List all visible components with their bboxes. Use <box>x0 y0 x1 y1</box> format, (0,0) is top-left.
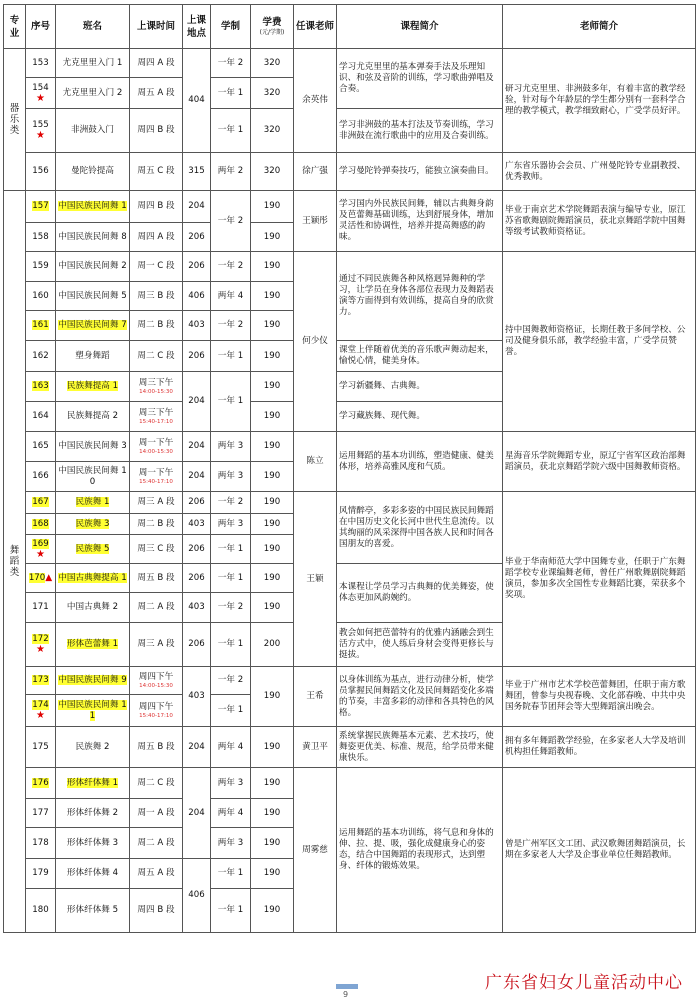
teacher-bio: 研习尤克里里、非洲鼓多年，有着丰富的教学经验，针对每个年龄层的学生都分别有一套科学合理的教学模式，教学细致耐心，广受学员好评。 <box>503 49 696 153</box>
class-term: 一年 2 <box>211 311 251 341</box>
teacher-bio: 曾是广州军区文工团、武汉歌舞团舞蹈演员，长期在多家老人大学及企事业单位任舞蹈教师。 <box>503 768 696 933</box>
class-place: 406 <box>183 859 211 933</box>
class-fee: 190 <box>251 535 294 564</box>
col-place: 上课地点 <box>183 5 211 49</box>
seq-cell <box>26 372 56 402</box>
class-term: 两年 3 <box>211 768 251 799</box>
class-term: 一年 1 <box>211 623 251 667</box>
time-range: 14:00-15:30 <box>139 388 173 395</box>
class-name-text: 民族舞 1 <box>75 497 110 507</box>
class-time: 周四 B 段 <box>130 191 183 223</box>
seq-cell <box>26 311 56 341</box>
table-row <box>4 153 696 191</box>
seq-cell <box>26 623 56 667</box>
star-mark: ★ <box>36 644 45 655</box>
class-place: 206 <box>183 564 211 593</box>
time-range: 15:40-17:10 <box>139 478 173 485</box>
time-label: 周三下午 <box>138 377 174 388</box>
header-row <box>4 5 696 49</box>
class-name-text: 中国古典舞提高 1 <box>58 572 127 583</box>
class-fee: 190 <box>251 889 294 933</box>
class-time <box>130 432 183 462</box>
class-time: 周二 C 段 <box>130 768 183 799</box>
teacher-name: 余英伟 <box>294 49 337 153</box>
seq-cell: 162 <box>26 341 56 372</box>
seq-cell <box>26 695 56 727</box>
class-name: 形体纤体舞 4 <box>56 859 130 889</box>
class-time <box>130 402 183 432</box>
class-fee: 190 <box>251 564 294 593</box>
seq-number: 176 <box>32 777 49 788</box>
class-time: 周四 A 段 <box>130 223 183 252</box>
teacher-bio: 持中国舞教师资格证，长期任教于多间学校、公司及健身俱乐部，教学经验丰富，广受学员赞誉。 <box>503 252 696 432</box>
class-name: 中国民族民间舞 10 <box>56 462 130 492</box>
table-row <box>4 727 696 768</box>
table-row <box>4 252 696 282</box>
time-label: 周四下午 <box>138 701 174 712</box>
class-name <box>56 623 130 667</box>
class-fee: 190 <box>251 799 294 828</box>
class-fee: 200 <box>251 623 294 667</box>
class-fee: 190 <box>251 252 294 282</box>
class-time: 周五 A 段 <box>130 78 183 109</box>
class-name <box>56 311 130 341</box>
course-intro: 运用舞蹈的基本功训练，将气息和身体的伸、拉、提、吸，强化成健康身心的姿态，结合中国舞蹈的表现形式，达到塑身、纤体的锻炼效果。 <box>337 768 503 933</box>
seq-number: 155 <box>32 120 49 130</box>
teacher-bio: 星海音乐学院舞蹈专业，原辽宁省军区政治部舞蹈演员，获北京舞蹈学院六级中国舞教师资格。 <box>503 432 696 492</box>
class-term: 两年 4 <box>211 727 251 768</box>
table-row <box>4 492 696 514</box>
class-name: 中国民族民间舞 5 <box>56 282 130 311</box>
class-fee: 190 <box>251 223 294 252</box>
class-name-text: 中国民族民间舞 1 <box>58 201 127 211</box>
time-range: 14:00-15:30 <box>139 448 173 455</box>
class-fee: 190 <box>251 191 294 223</box>
class-name-text: 中国民族民间舞 7 <box>58 320 127 330</box>
class-term: 一年 2 <box>211 593 251 623</box>
class-time: 周五 C 段 <box>130 153 183 191</box>
class-term: 两年 2 <box>211 153 251 191</box>
class-time: 周五 A 段 <box>130 859 183 889</box>
class-time: 周一 C 段 <box>130 252 183 282</box>
class-term: 两年 4 <box>211 799 251 828</box>
class-place: 206 <box>183 252 211 282</box>
time-label: 周四下午 <box>138 671 174 682</box>
seq-cell: 153 <box>26 49 56 78</box>
class-place: 204 <box>183 432 211 462</box>
class-place: 403 <box>183 593 211 623</box>
seq-cell: 156 <box>26 153 56 191</box>
class-term: 一年 2 <box>211 492 251 514</box>
seq-cell <box>26 191 56 223</box>
class-name: 中国民族民间舞 2 <box>56 252 130 282</box>
class-term: 一年 1 <box>211 859 251 889</box>
teacher-bio: 广东省乐器协会会员、广州曼陀铃专业副教授、优秀教师。 <box>503 153 696 191</box>
table-row <box>4 768 696 799</box>
page-number: 9 <box>343 990 349 999</box>
class-name: 中国民族民间舞 3 <box>56 432 130 462</box>
class-term: 一年 2 <box>211 191 251 252</box>
course-intro: 本课程让学员学习古典舞的优美舞姿，使体态更加风韵婉约。 <box>337 564 503 623</box>
class-name: 中国民族民间舞 8 <box>56 223 130 252</box>
seq-number: 172 <box>32 634 49 644</box>
teacher-bio: 拥有多年舞蹈教学经验，在多家老人大学及培训机构担任舞蹈教师。 <box>503 727 696 768</box>
footer-org-name: 广东省妇女儿童活动中心 <box>485 973 683 993</box>
class-name: 形体纤体舞 3 <box>56 828 130 859</box>
seq-cell: 179 <box>26 859 56 889</box>
class-time: 周四 A 段 <box>130 49 183 78</box>
class-time: 周三 C 段 <box>130 535 183 564</box>
class-fee: 190 <box>251 667 294 727</box>
class-time: 周二 A 段 <box>130 593 183 623</box>
seq-cell: 175 <box>26 727 56 768</box>
table-row <box>4 49 696 78</box>
class-fee: 190 <box>251 372 294 402</box>
class-name-text: 形体芭蕾舞 1 <box>66 639 119 649</box>
seq-cell: 160 <box>26 282 56 311</box>
class-fee: 320 <box>251 153 294 191</box>
seq-cell <box>26 667 56 695</box>
course-intro: 运用舞蹈的基本功训练，塑造健康、健美体形，培养高雅风度和气质。 <box>337 432 503 492</box>
seq-number: 169 <box>32 538 49 549</box>
class-fee: 190 <box>251 402 294 432</box>
class-fee: 190 <box>251 859 294 889</box>
seq-cell <box>26 109 56 153</box>
col-fee-unit: (元/学期) <box>259 29 285 36</box>
class-term: 一年 1 <box>211 372 251 432</box>
seq-number: 167 <box>32 497 49 507</box>
col-seq: 序号 <box>26 5 56 49</box>
seq-cell: 158 <box>26 223 56 252</box>
course-intro: 学习曼陀铃弹奏技巧，能独立演奏曲目。 <box>337 153 503 191</box>
seq-cell: 171 <box>26 593 56 623</box>
seq-number: 168 <box>32 518 49 529</box>
seq-number: 173 <box>32 675 49 685</box>
class-place: 204 <box>183 372 211 432</box>
class-name <box>56 564 130 593</box>
time-label: 周三下午 <box>138 407 174 418</box>
class-name: 尤克里里入门 2 <box>56 78 130 109</box>
seq-cell: 177 <box>26 799 56 828</box>
class-name-text: 民族舞提高 1 <box>66 381 119 391</box>
course-intro: 通过不同民族舞各种风格迥异舞种的学习，让学员在身体各部位表现力及舞蹈表演等方面得到有效训练，提高自身的欣赏力。 <box>337 252 503 341</box>
star-mark: ★ <box>36 92 45 104</box>
class-name <box>56 492 130 514</box>
star-mark: ★ <box>36 710 45 721</box>
class-name <box>56 695 130 727</box>
course-intro: 学习尤克里里的基本弹奏手法及乐理知识、和弦及音阶的训练，学习歌曲弹唱及合奏。 <box>337 49 503 109</box>
class-fee: 190 <box>251 828 294 859</box>
course-intro: 学习非洲鼓的基本打法及节奏训练，学习非洲鼓在流行歌曲中的应用及合奏训练。 <box>337 109 503 153</box>
teacher-name: 陈立 <box>294 432 337 492</box>
class-name: 民族舞 2 <box>56 727 130 768</box>
star-mark: ★ <box>36 130 45 141</box>
col-teacher: 任课老师 <box>294 5 337 49</box>
teacher-bio: 毕业于华南师范大学中国舞专业，任职于广东舞蹈学校专业课编舞老师，曾任广州歌舞剧院舞蹈演员，参加多次全国性专业舞蹈比赛，荣获多个奖项。 <box>503 492 696 667</box>
course-intro: 系统掌握民族舞基本元素、艺术技巧，使舞姿更优美、标准、规范，给学员带来健康快乐。 <box>337 727 503 768</box>
class-term: 一年 2 <box>211 667 251 695</box>
class-place: 204 <box>183 191 211 223</box>
class-term: 两年 3 <box>211 462 251 492</box>
class-fee: 190 <box>251 462 294 492</box>
col-time: 上课时间 <box>130 5 183 49</box>
teacher-name: 何少仪 <box>294 252 337 432</box>
class-fee: 190 <box>251 341 294 372</box>
class-name-text: 民族舞 3 <box>75 518 110 529</box>
class-name: 非洲鼓入门 <box>56 109 130 153</box>
class-time: 周五 B 段 <box>130 727 183 768</box>
seq-number: 170 <box>28 572 46 583</box>
class-fee: 190 <box>251 593 294 623</box>
course-schedule-table <box>3 4 696 933</box>
seq-cell: 164 <box>26 402 56 432</box>
col-term: 学制 <box>211 5 251 49</box>
class-term: 一年 1 <box>211 78 251 109</box>
seq-cell: 178 <box>26 828 56 859</box>
col-course: 课程简介 <box>337 5 503 49</box>
class-place: 204 <box>183 727 211 768</box>
class-fee: 190 <box>251 768 294 799</box>
class-name: 曼陀铃提高 <box>56 153 130 191</box>
class-time <box>130 667 183 695</box>
class-place: 206 <box>183 535 211 564</box>
class-time: 周四 B 段 <box>130 109 183 153</box>
class-place: 406 <box>183 282 211 311</box>
class-place: 204 <box>183 462 211 492</box>
time-label: 周一下午 <box>138 437 174 448</box>
class-place: 206 <box>183 341 211 372</box>
seq-number: 161 <box>32 320 49 330</box>
teacher-name: 王颖 <box>294 492 337 667</box>
class-name <box>56 667 130 695</box>
class-name-text: 中国民族民间舞 9 <box>58 675 127 685</box>
class-name <box>56 535 130 564</box>
col-major: 专业 <box>4 5 26 49</box>
seq-number: 154 <box>32 82 49 93</box>
triangle-mark: ▲ <box>45 572 53 583</box>
class-fee: 190 <box>251 727 294 768</box>
category-dance: 舞蹈类 <box>4 191 26 933</box>
seq-cell: 166 <box>26 462 56 492</box>
class-term: 一年 1 <box>211 564 251 593</box>
class-name: 塑身舞蹈 <box>56 341 130 372</box>
class-name <box>56 191 130 223</box>
teacher-bio: 毕业于南京艺术学院舞蹈表演与编导专业，原江苏省歌舞剧院舞蹈演员，获北京舞蹈学院中国舞等级考试教师资格证。 <box>503 191 696 252</box>
table-row <box>4 191 696 223</box>
category-music: 器乐类 <box>4 49 26 191</box>
class-term: 两年 3 <box>211 828 251 859</box>
col-fee <box>251 5 294 49</box>
time-range: 14:00-15:30 <box>139 682 173 689</box>
class-term: 一年 1 <box>211 695 251 727</box>
seq-cell <box>26 492 56 514</box>
class-term: 一年 1 <box>211 109 251 153</box>
class-place: 403 <box>183 514 211 535</box>
seq-cell <box>26 514 56 535</box>
class-time: 周三 A 段 <box>130 492 183 514</box>
teacher-bio: 毕业于广州市艺术学校芭蕾舞团，任职于南方歌舞团，曾参与央视春晚、文化部春晚、中共中央国务院春节团拜会等大型舞蹈演出晚会。 <box>503 667 696 727</box>
class-name: 中国古典舞 2 <box>56 593 130 623</box>
seq-cell <box>26 78 56 109</box>
class-time: 周二 C 段 <box>130 341 183 372</box>
seq-cell: 165 <box>26 432 56 462</box>
col-fee-label: 学费 <box>262 17 282 28</box>
seq-cell <box>26 564 56 593</box>
class-place: 404 <box>183 49 211 153</box>
teacher-name: 徐广强 <box>294 153 337 191</box>
class-fee: 190 <box>251 514 294 535</box>
class-term: 两年 3 <box>211 514 251 535</box>
class-time: 周一 A 段 <box>130 799 183 828</box>
course-intro: 风情醉亭，多彩多姿的中国民族民间舞蹈在中国历史文化长河中世代生息流传。以其绚丽的风采深得中国各族人民和时间各国朋友的喜爱。 <box>337 492 503 564</box>
class-time: 周三 A 段 <box>130 623 183 667</box>
class-name-text: 民族舞 5 <box>75 543 110 554</box>
col-bio: 老师简介 <box>503 5 696 49</box>
seq-cell <box>26 768 56 799</box>
time-label: 周一下午 <box>138 467 174 478</box>
class-term: 一年 1 <box>211 341 251 372</box>
class-name: 形体纤体舞 5 <box>56 889 130 933</box>
page-indicator-bar <box>336 984 358 989</box>
class-name: 尤克里里入门 1 <box>56 49 130 78</box>
class-time: 周四 B 段 <box>130 889 183 933</box>
course-intro: 学习国内外民族民间舞，辅以古典舞身韵及芭蕾舞基础训练，达到舒展身体，增加灵活性和协调性，培养并提高舞感的韵味。 <box>337 191 503 252</box>
teacher-name: 黄卫平 <box>294 727 337 768</box>
class-time <box>130 372 183 402</box>
course-intro: 教会如何把芭蕾特有的优雅内涵融会到生活方式中，使人练后身材会变得更修长与挺拔。 <box>337 623 503 667</box>
class-fee: 320 <box>251 78 294 109</box>
class-fee: 190 <box>251 311 294 341</box>
course-intro: 以身体训练为基点，进行动律分析，使学员掌握民间舞蹈文化及民间舞蹈变化多端的节奏，丰富多彩的动律和各具特色的风格。 <box>337 667 503 727</box>
time-range: 15:40-17:10 <box>139 712 173 719</box>
class-name <box>56 768 130 799</box>
class-place: 403 <box>183 311 211 341</box>
seq-number: 157 <box>32 201 49 211</box>
seq-number: 163 <box>32 381 49 391</box>
teacher-name: 周雾慈 <box>294 768 337 933</box>
teacher-name: 王希 <box>294 667 337 727</box>
class-name: 形体纤体舞 2 <box>56 799 130 828</box>
class-term: 一年 1 <box>211 535 251 564</box>
seq-number: 174 <box>32 700 49 710</box>
class-place: 315 <box>183 153 211 191</box>
class-term: 两年 3 <box>211 432 251 462</box>
class-time: 周二 B 段 <box>130 311 183 341</box>
class-time <box>130 462 183 492</box>
col-name: 班名 <box>56 5 130 49</box>
class-place: 206 <box>183 623 211 667</box>
class-place: 206 <box>183 492 211 514</box>
class-place: 204 <box>183 768 211 859</box>
class-fee: 320 <box>251 49 294 78</box>
seq-cell: 180 <box>26 889 56 933</box>
course-intro: 学习藏族舞、现代舞。 <box>337 402 503 432</box>
class-time: 周五 B 段 <box>130 564 183 593</box>
class-name <box>56 514 130 535</box>
class-name <box>56 372 130 402</box>
table-row <box>4 432 696 462</box>
class-place: 403 <box>183 667 211 727</box>
teacher-name: 王颖彤 <box>294 191 337 252</box>
table-row <box>4 667 696 695</box>
seq-cell <box>26 535 56 564</box>
course-intro: 课堂上伴随着优美的音乐歌声舞动起来，愉悦心情，健美身体。 <box>337 341 503 372</box>
class-name: 民族舞提高 2 <box>56 402 130 432</box>
class-time <box>130 695 183 727</box>
class-name-text: 形体纤体舞 1 <box>66 777 119 788</box>
class-time: 周三 B 段 <box>130 282 183 311</box>
star-mark: ★ <box>36 548 45 560</box>
seq-cell: 159 <box>26 252 56 282</box>
class-term: 一年 2 <box>211 49 251 78</box>
class-time: 周二 A 段 <box>130 828 183 859</box>
time-range: 15:40-17:10 <box>139 418 173 425</box>
class-fee: 190 <box>251 282 294 311</box>
class-term: 一年 2 <box>211 252 251 282</box>
class-term: 一年 1 <box>211 889 251 933</box>
class-fee: 190 <box>251 432 294 462</box>
class-fee: 190 <box>251 492 294 514</box>
class-name-text: 中国民族民间舞 11 <box>58 699 127 721</box>
class-term: 两年 4 <box>211 282 251 311</box>
class-time: 周二 B 段 <box>130 514 183 535</box>
course-intro: 学习新疆舞、古典舞。 <box>337 372 503 402</box>
class-place: 206 <box>183 223 211 252</box>
class-fee: 320 <box>251 109 294 153</box>
